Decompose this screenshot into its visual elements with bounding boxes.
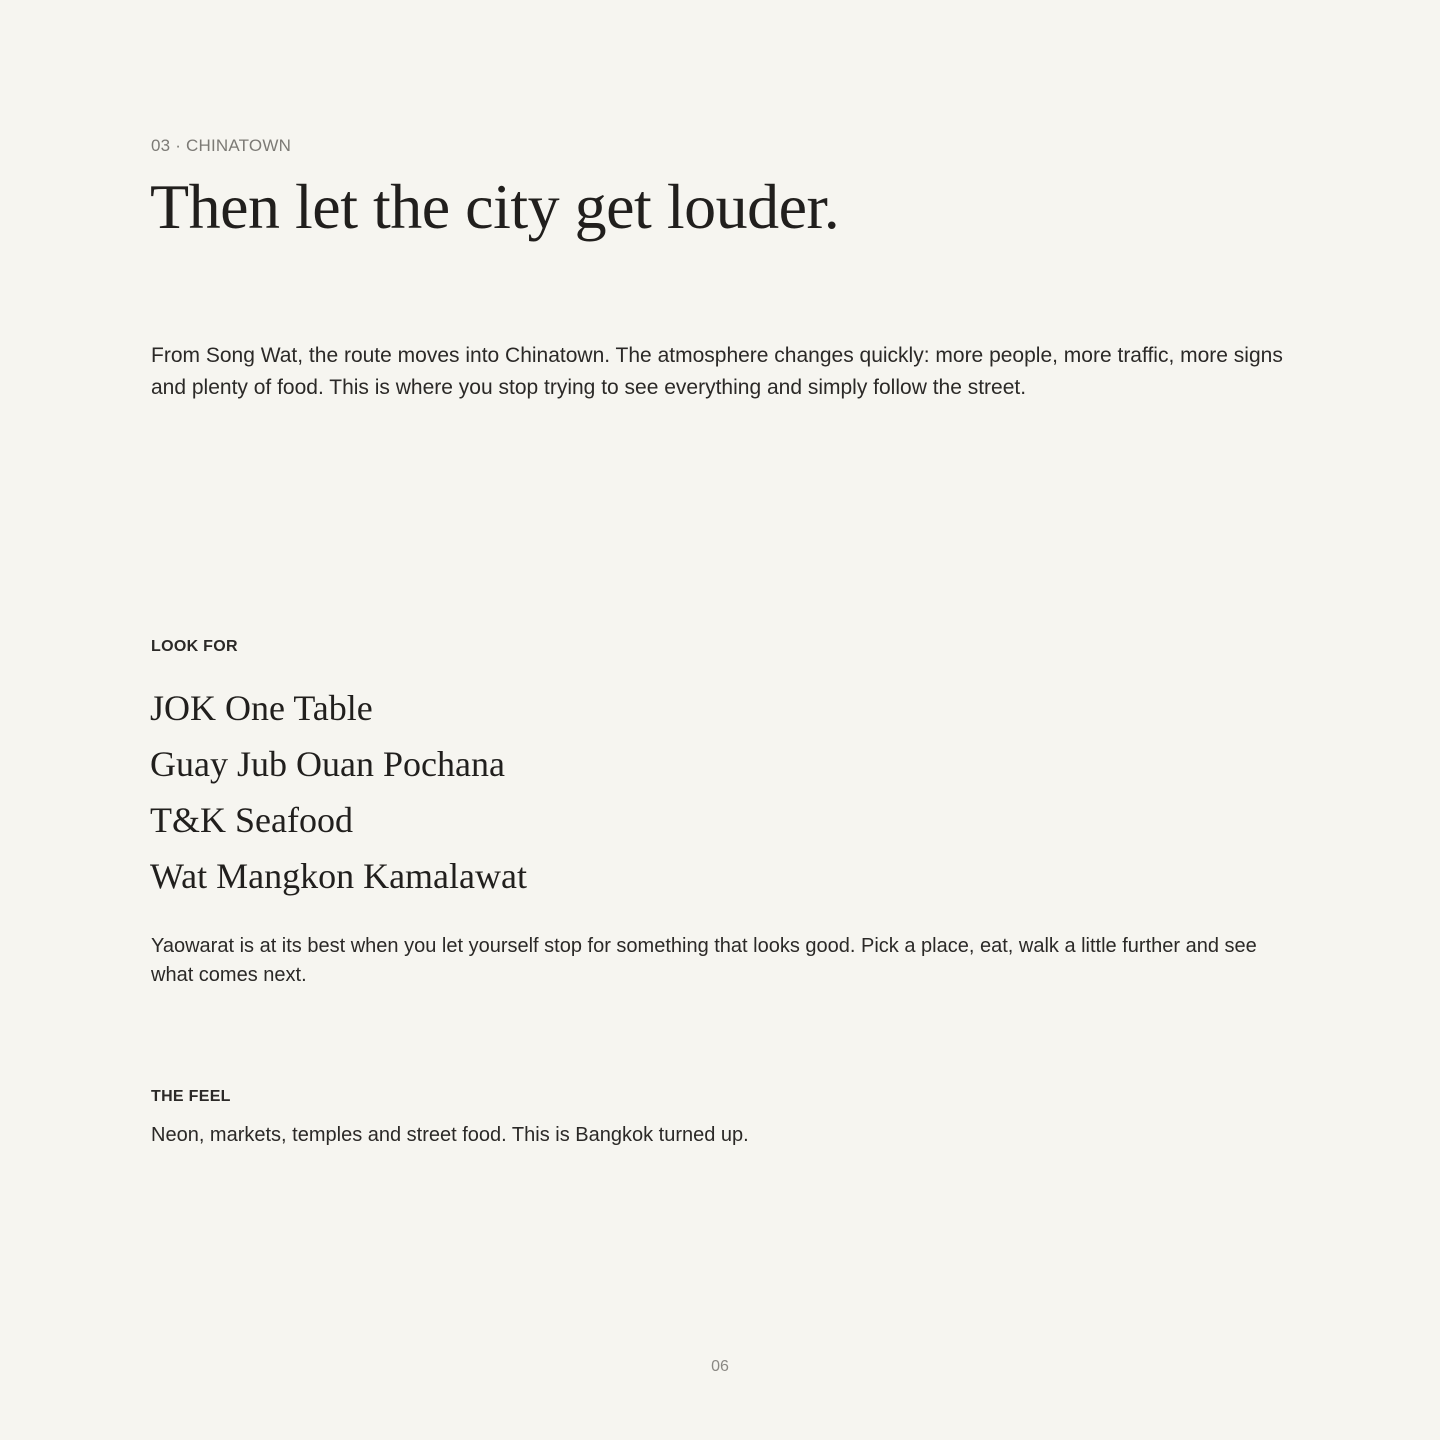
look-for-note: Yaowarat is at its best when you let yourself stop for something that looks good. Pick a place, eat, walk a little further and see what comes next. (151, 935, 1257, 986)
look-for-label: LOOK FOR (151, 638, 238, 655)
the-feel-text: Neon, markets, temples and street food. This is Bangkok turned up. (151, 1124, 749, 1146)
the-feel-label: THE FEEL (151, 1088, 231, 1105)
place-item-tk-seafood: T&K Seafood (150, 800, 353, 840)
place-item-jok-one-table: JOK One Table (150, 688, 373, 728)
section-eyebrow: 03 · CHINATOWN (151, 136, 292, 155)
place-item-wat-mangkon-kamalawat: Wat Mangkon Kamalawat (150, 856, 527, 896)
page-title: Then let the city get louder. (150, 171, 840, 242)
place-item-guay-jub-ouan-pochana: Guay Jub Ouan Pochana (150, 744, 505, 784)
intro-paragraph: From Song Wat, the route moves into Chinatown. The atmosphere changes quickly: more people, more traffic, more signs and plenty of food. This is where you stop trying to see everything and simply follow the street. (151, 344, 1283, 399)
places-list (150, 680, 527, 904)
page-number: 06 (711, 1358, 729, 1375)
